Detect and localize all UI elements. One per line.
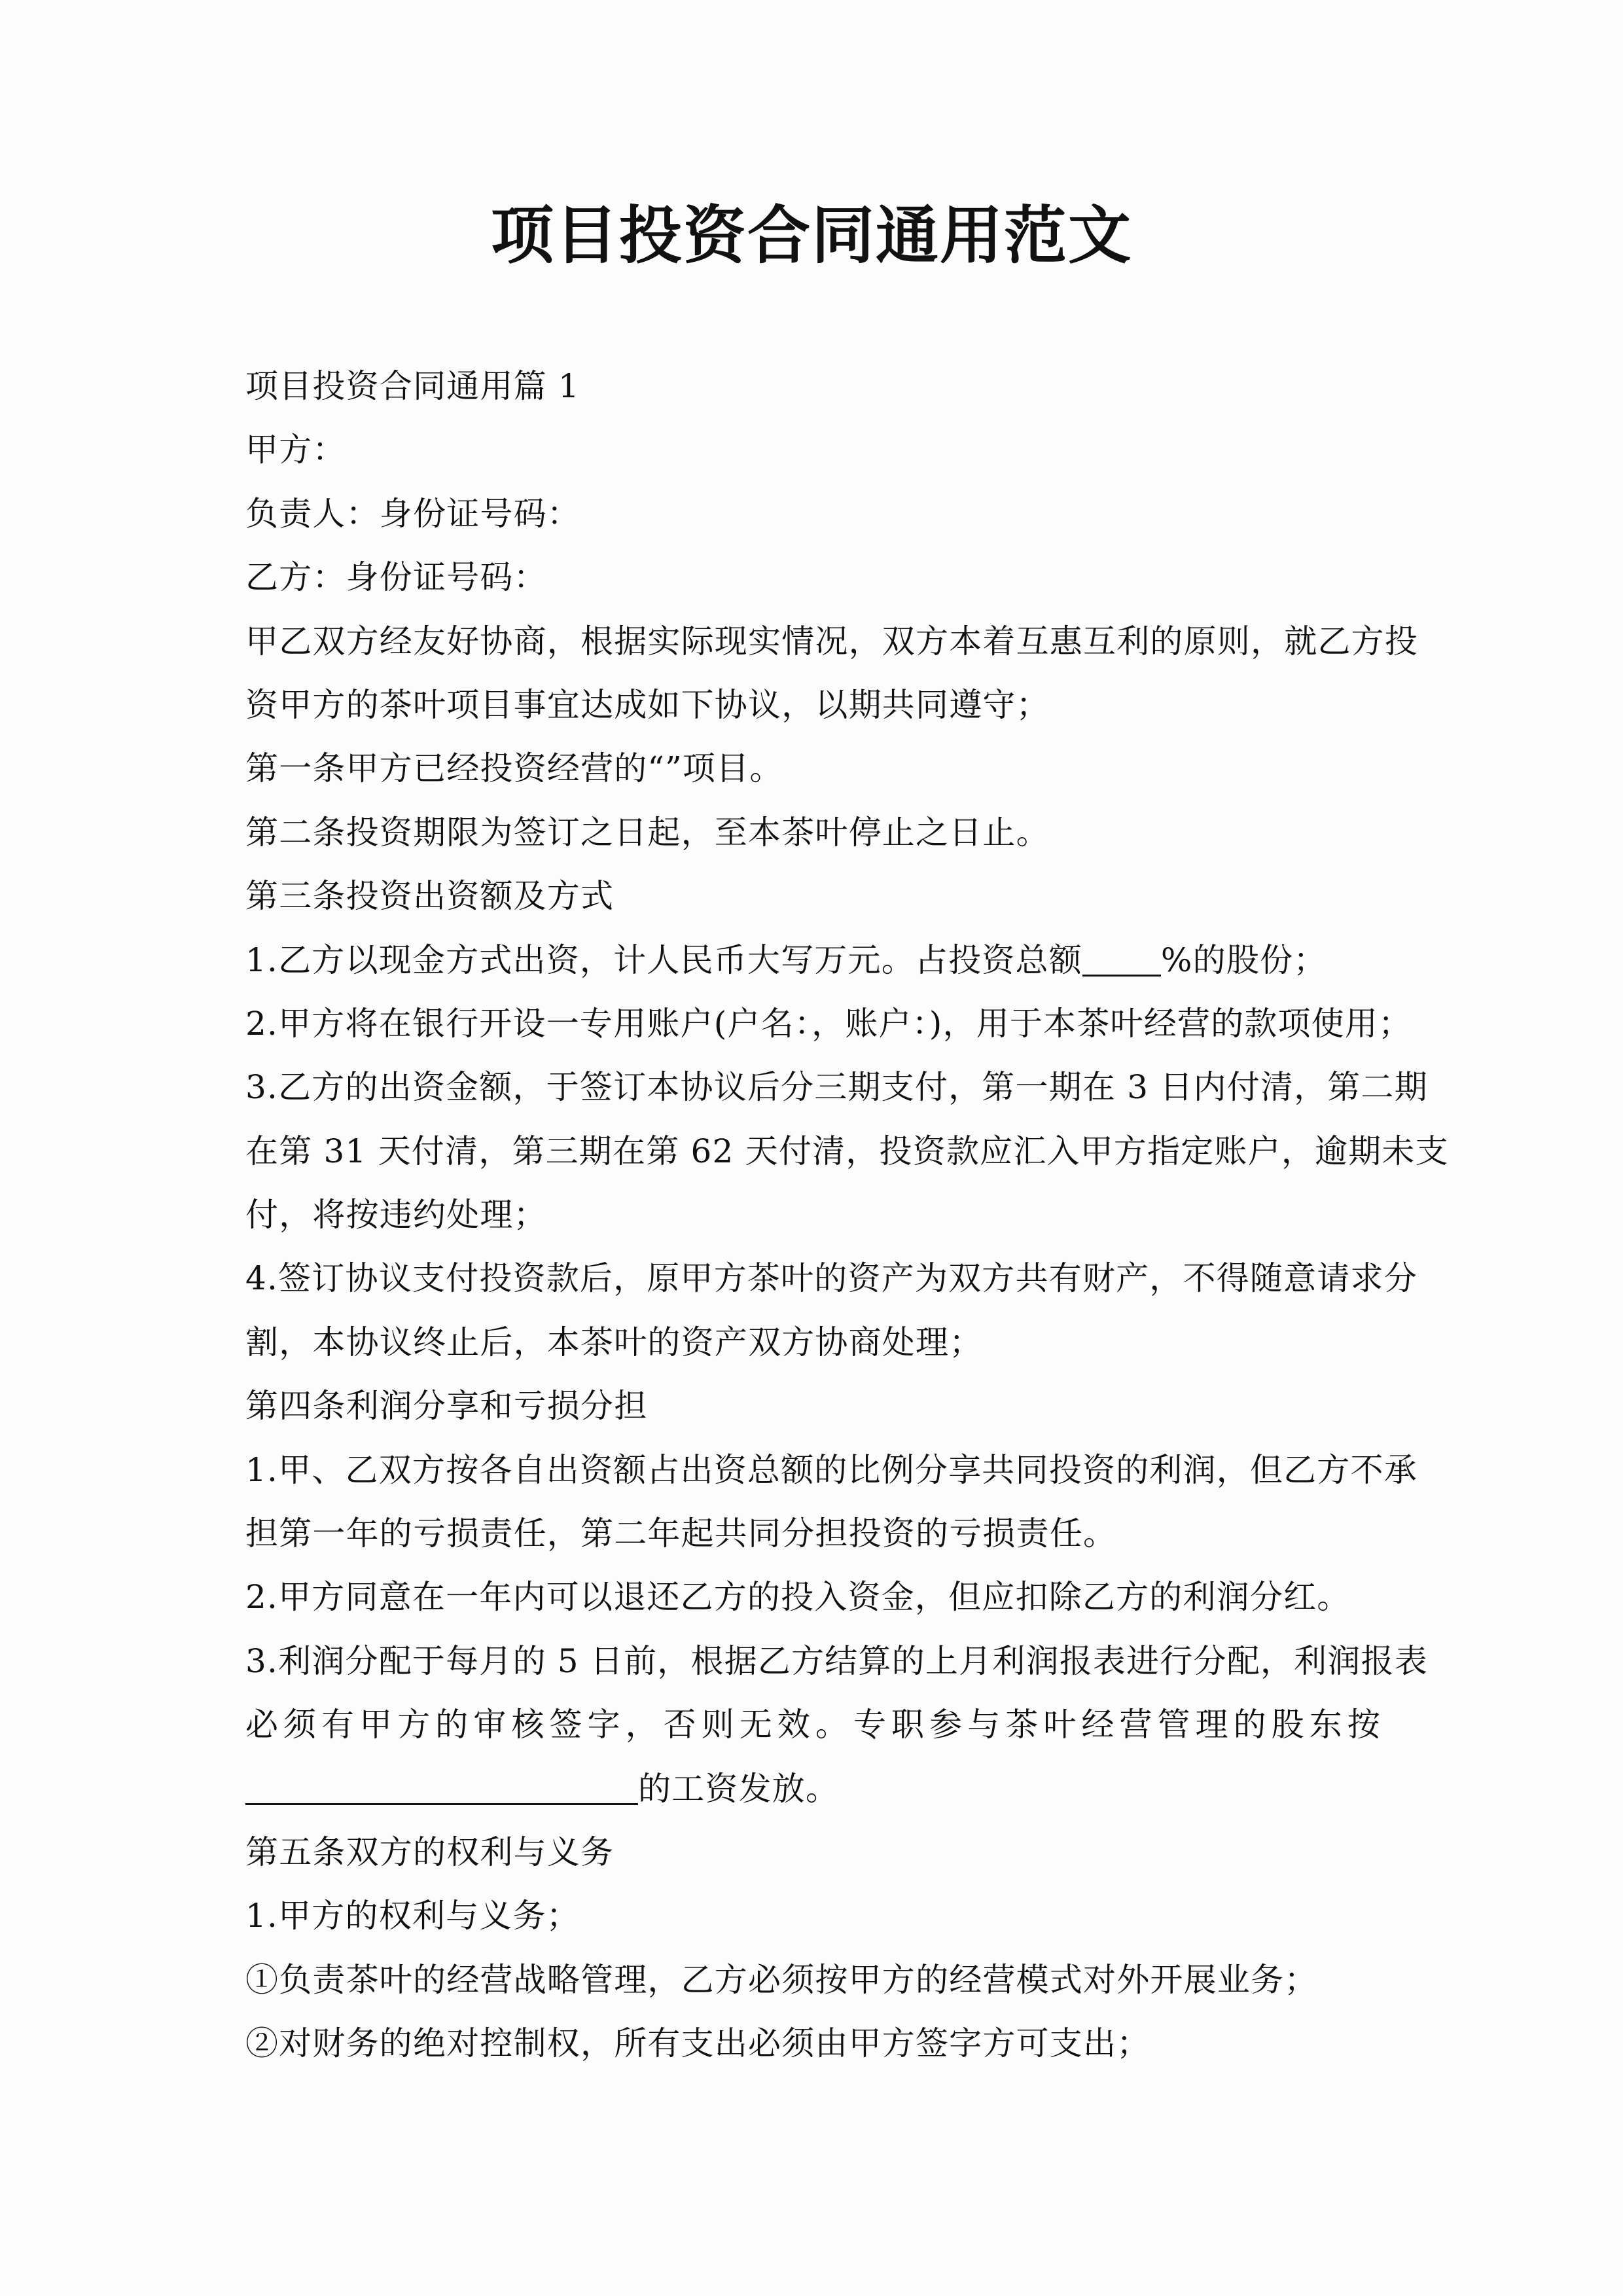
preamble-line-2: 资甲方的茶叶项目事宜达成如下协议，以期共同遵守； [245, 685, 1050, 724]
article-3-item-4-line-1: 4.签订协议支付投资款后，原甲方茶叶的资产为双方共有财产，不得随意请求分 [245, 1259, 1418, 1298]
article-3-item-2: 2.甲方将在银行开设一专用账户(户名：，账户：)，用于本茶叶经营的款项使用； [245, 1004, 1412, 1043]
salary-text-after: 的工资发放。 [638, 1769, 840, 1808]
party-a-label: 甲方： [245, 431, 346, 469]
article-3-item-1-text-before: 1.乙方以现金方式出资，计人民币大写万元。占投资总额 [245, 941, 1082, 979]
document-body [245, 355, 1449, 2076]
article-2: 第二条投资期限为签订之日起，至本茶叶停止之日止。 [245, 813, 1050, 852]
preamble-line-1: 甲乙双方经友好协商，根据实际现实情况，双方本着互惠互利的原则，就乙方投 [245, 622, 1418, 660]
section-heading-part-1: 项目投资合同通用篇 1 [245, 367, 580, 405]
salary-blank [245, 1757, 638, 1805]
article-5-heading: 第五条双方的权利与义务 [245, 1833, 615, 1871]
article-3-item-3-line-1: 3.乙方的出资金额，于签订本协议后分三期支付，第一期在 3 日内付清，第二期 [245, 1068, 1428, 1107]
article-5-item-1-sub-1: ①负责茶叶的经营战略管理，乙方必须按甲方的经营模式对外开展业务； [245, 1960, 1318, 1999]
article-4-item-2: 2.甲方同意在一年内可以退还乙方的投入资金，但应扣除乙方的利润分红。 [245, 1578, 1351, 1617]
article-4-item-1-line-2: 担第一年的亏损责任，第二年起共同分担投资的亏损责任。 [245, 1515, 1117, 1553]
article-5-item-1-sub-2: ②对财务的绝对控制权，所有支出必须由甲方签字方可支出； [245, 2024, 1150, 2063]
article-3-item-4-line-2: 割，本协议终止后，本茶叶的资产双方协商处理； [245, 1323, 983, 1361]
article-3-item-1 [245, 929, 1381, 992]
party-b-id-line: 乙方：身份证号码： [245, 558, 547, 597]
article-4-item-3-line-3 [245, 1757, 1381, 1821]
article-3-heading: 第三条投资出资额及方式 [245, 877, 615, 916]
article-4-item-1-line-1: 1.甲、乙双方按各自出资额占出资总额的比例分享共同投资的利润，但乙方不承 [245, 1450, 1418, 1489]
article-3-item-3-line-3: 付，将按违约处理； [245, 1196, 547, 1234]
article-5-item-1: 1.甲方的权利与义务； [245, 1897, 580, 1935]
article-1: 第一条甲方已经投资经营的“”项目。 [245, 749, 783, 788]
document-title: 项目投资合同通用范文 [491, 198, 1132, 272]
article-4-item-3-line-2: 必须有甲方的审核签字，否则无效。专职参与茶叶经营管理的股东按 [245, 1706, 1381, 1744]
percentage-blank [1082, 929, 1161, 977]
article-3-item-1-text-after: %的股份； [1160, 941, 1327, 979]
responsible-person-id-line: 负责人：身份证号码： [245, 494, 580, 533]
article-3-item-3-line-2: 在第 31 天付清，第三期在第 62 天付清，投资款应汇入甲方指定账户，逾期未支 [245, 1132, 1449, 1170]
article-4-heading: 第四条利润分享和亏损分担 [245, 1387, 648, 1426]
article-4-item-3-line-1: 3.利润分配于每月的 5 日前，根据乙方结算的上月利润报表进行分配，利润报表 [245, 1641, 1428, 1680]
